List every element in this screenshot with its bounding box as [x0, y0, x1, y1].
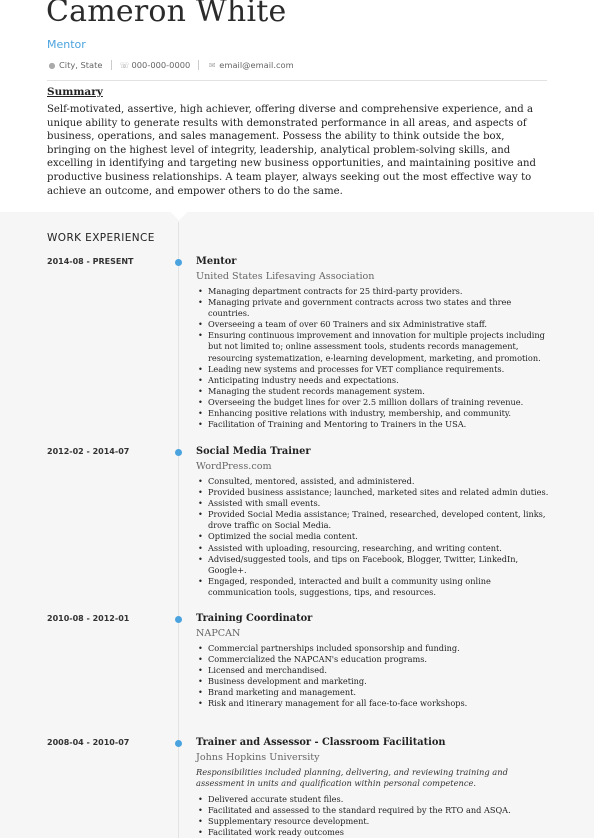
- bullet-item: • Optimized the social media content.: [196, 531, 551, 542]
- job-dates: 2014-08 - PRESENT: [47, 257, 134, 266]
- resume-header: [0, 0, 594, 212]
- bullet-item: • Facilitated and assessed to the standard required by the RTO and ASQA.: [196, 805, 551, 816]
- bullet-item: • Assisted with small events.: [196, 498, 551, 509]
- timeline-dot: [175, 740, 182, 747]
- contact-info: [47, 59, 294, 71]
- job-company: NAPCAN: [196, 628, 241, 639]
- map-pin-icon: ●: [48, 60, 56, 70]
- bullet-item: • Overseeing the budget lines for over 2.5 million dollars of training revenue.: [196, 397, 551, 408]
- job-description: Responsibilities included planning, delivering, and reviewing training and assessment in units and qualification within personal competence.: [196, 767, 508, 789]
- bullet-item: • Managing the student records management system.: [196, 386, 551, 397]
- job-bullets: [196, 286, 551, 430]
- timeline-dot: [175, 449, 182, 456]
- bullet-item: • Commercialized the NAPCAN's education programs.: [196, 654, 551, 665]
- envelope-icon: ✉: [208, 60, 216, 70]
- bullet-item: • Licensed and merchandised.: [196, 665, 551, 676]
- job-dates: 2012-02 - 2014-07: [47, 447, 130, 456]
- bullet-item: • Overseeing a team of over 60 Trainers and six Administrative staff.: [196, 319, 551, 330]
- job-title: Trainer and Assessor - Classroom Facilitation: [196, 737, 446, 748]
- job-title: Social Media Trainer: [196, 446, 311, 457]
- job-company: United States Lifesaving Association: [196, 271, 375, 282]
- bullet-item: • Engaged, responded, interacted and built a community using online communication tools, suggestions, tips, and resources.: [196, 576, 551, 598]
- bullet-item: • Provided business assistance; launched, marketed sites and related admin duties.: [196, 487, 551, 498]
- timeline-dot: [175, 616, 182, 623]
- bullet-item: • Advised/suggested tools, and tips on Facebook, Blogger, Twitter, LinkedIn, Google+.: [196, 554, 551, 576]
- job-dates: 2008-04 - 2010-07: [47, 738, 130, 747]
- timeline-dot: [175, 259, 182, 266]
- job-company: Johns Hopkins University: [196, 752, 320, 763]
- bullet-item: • Assisted with uploading, resourcing, researching, and writing content.: [196, 543, 551, 554]
- bullet-item: • Brand marketing and management.: [196, 687, 551, 698]
- header-divider: [47, 80, 547, 81]
- phone-icon: ☏: [119, 60, 130, 70]
- bullet-item: • Leading new systems and processes for VET compliance requirements.: [196, 364, 551, 375]
- bullet-item: • Facilitated work ready outcomes: [196, 827, 551, 838]
- bullet-item: • Business development and marketing.: [196, 676, 551, 687]
- bullet-item: • Anticipating industry needs and expectations.: [196, 375, 551, 386]
- contact-divider: [111, 60, 112, 70]
- bullet-item: • Consulted, mentored, assisted, and administered.: [196, 476, 551, 487]
- bullet-item: • Provided Social Media assistance; Trained, researched, developed content, links, drove traffic on Social Media.: [196, 509, 551, 531]
- candidate-name: Cameron White: [46, 0, 287, 29]
- bullet-item: • Delivered accurate student files.: [196, 794, 551, 805]
- email-link[interactable]: email@email.com: [219, 60, 294, 70]
- job-title: Mentor: [196, 256, 237, 267]
- candidate-role: Mentor: [47, 38, 86, 51]
- summary-text: Self-motivated, assertive, high achiever, offering diverse and comprehensive experience, and a unique ability to generate results with demonstrated performance in all areas, and aspects of business, operations, and sales management. Possess the ability to think outside the box, bringing on the highest level of integrity, leadership, analytical problem-solving skills, and excelling in identifying and targeting new business opportunities, and maintaining positive and productive business relationships. A team player, always seeking out the most effective way to achieve an outcome, and empower others to do the same.: [47, 104, 536, 197]
- bullet-item: • Enhancing positive relations with industry, membership, and community.: [196, 408, 551, 419]
- bullet-item: • Managing department contracts for 25 third-party providers.: [196, 286, 551, 297]
- bullet-item: • Facilitation of Training and Mentoring to Trainers in the USA.: [196, 419, 551, 430]
- summary-heading: Summary: [47, 86, 103, 98]
- bullet-item: • Ensuring continuous improvement and innovation for multiple projects including but not limited to; online assessment tools, students records management, resourcing systematization, e-learning development, marketing, and promotion.: [196, 330, 551, 363]
- phone-text: 000-000-0000: [131, 60, 191, 70]
- job-bullets: [196, 476, 551, 598]
- location-text: City, State: [59, 60, 103, 70]
- section-heading: WORK EXPERIENCE: [47, 232, 155, 244]
- bullet-item: • Managing private and government contracts across two states and three countries.: [196, 297, 551, 319]
- job-title: Training Coordinator: [196, 613, 313, 624]
- job-bullets: [196, 794, 551, 838]
- bullet-item: • Risk and itinerary management for all face-to-face workshops.: [196, 698, 551, 709]
- job-company: WordPress.com: [196, 461, 272, 472]
- bullet-item: • Commercial partnerships included sponsorship and funding.: [196, 643, 551, 654]
- job-dates: 2010-08 - 2012-01: [47, 614, 130, 623]
- job-bullets: [196, 643, 551, 710]
- contact-divider: [198, 60, 199, 70]
- bullet-item: • Supplementary resource development.: [196, 816, 551, 827]
